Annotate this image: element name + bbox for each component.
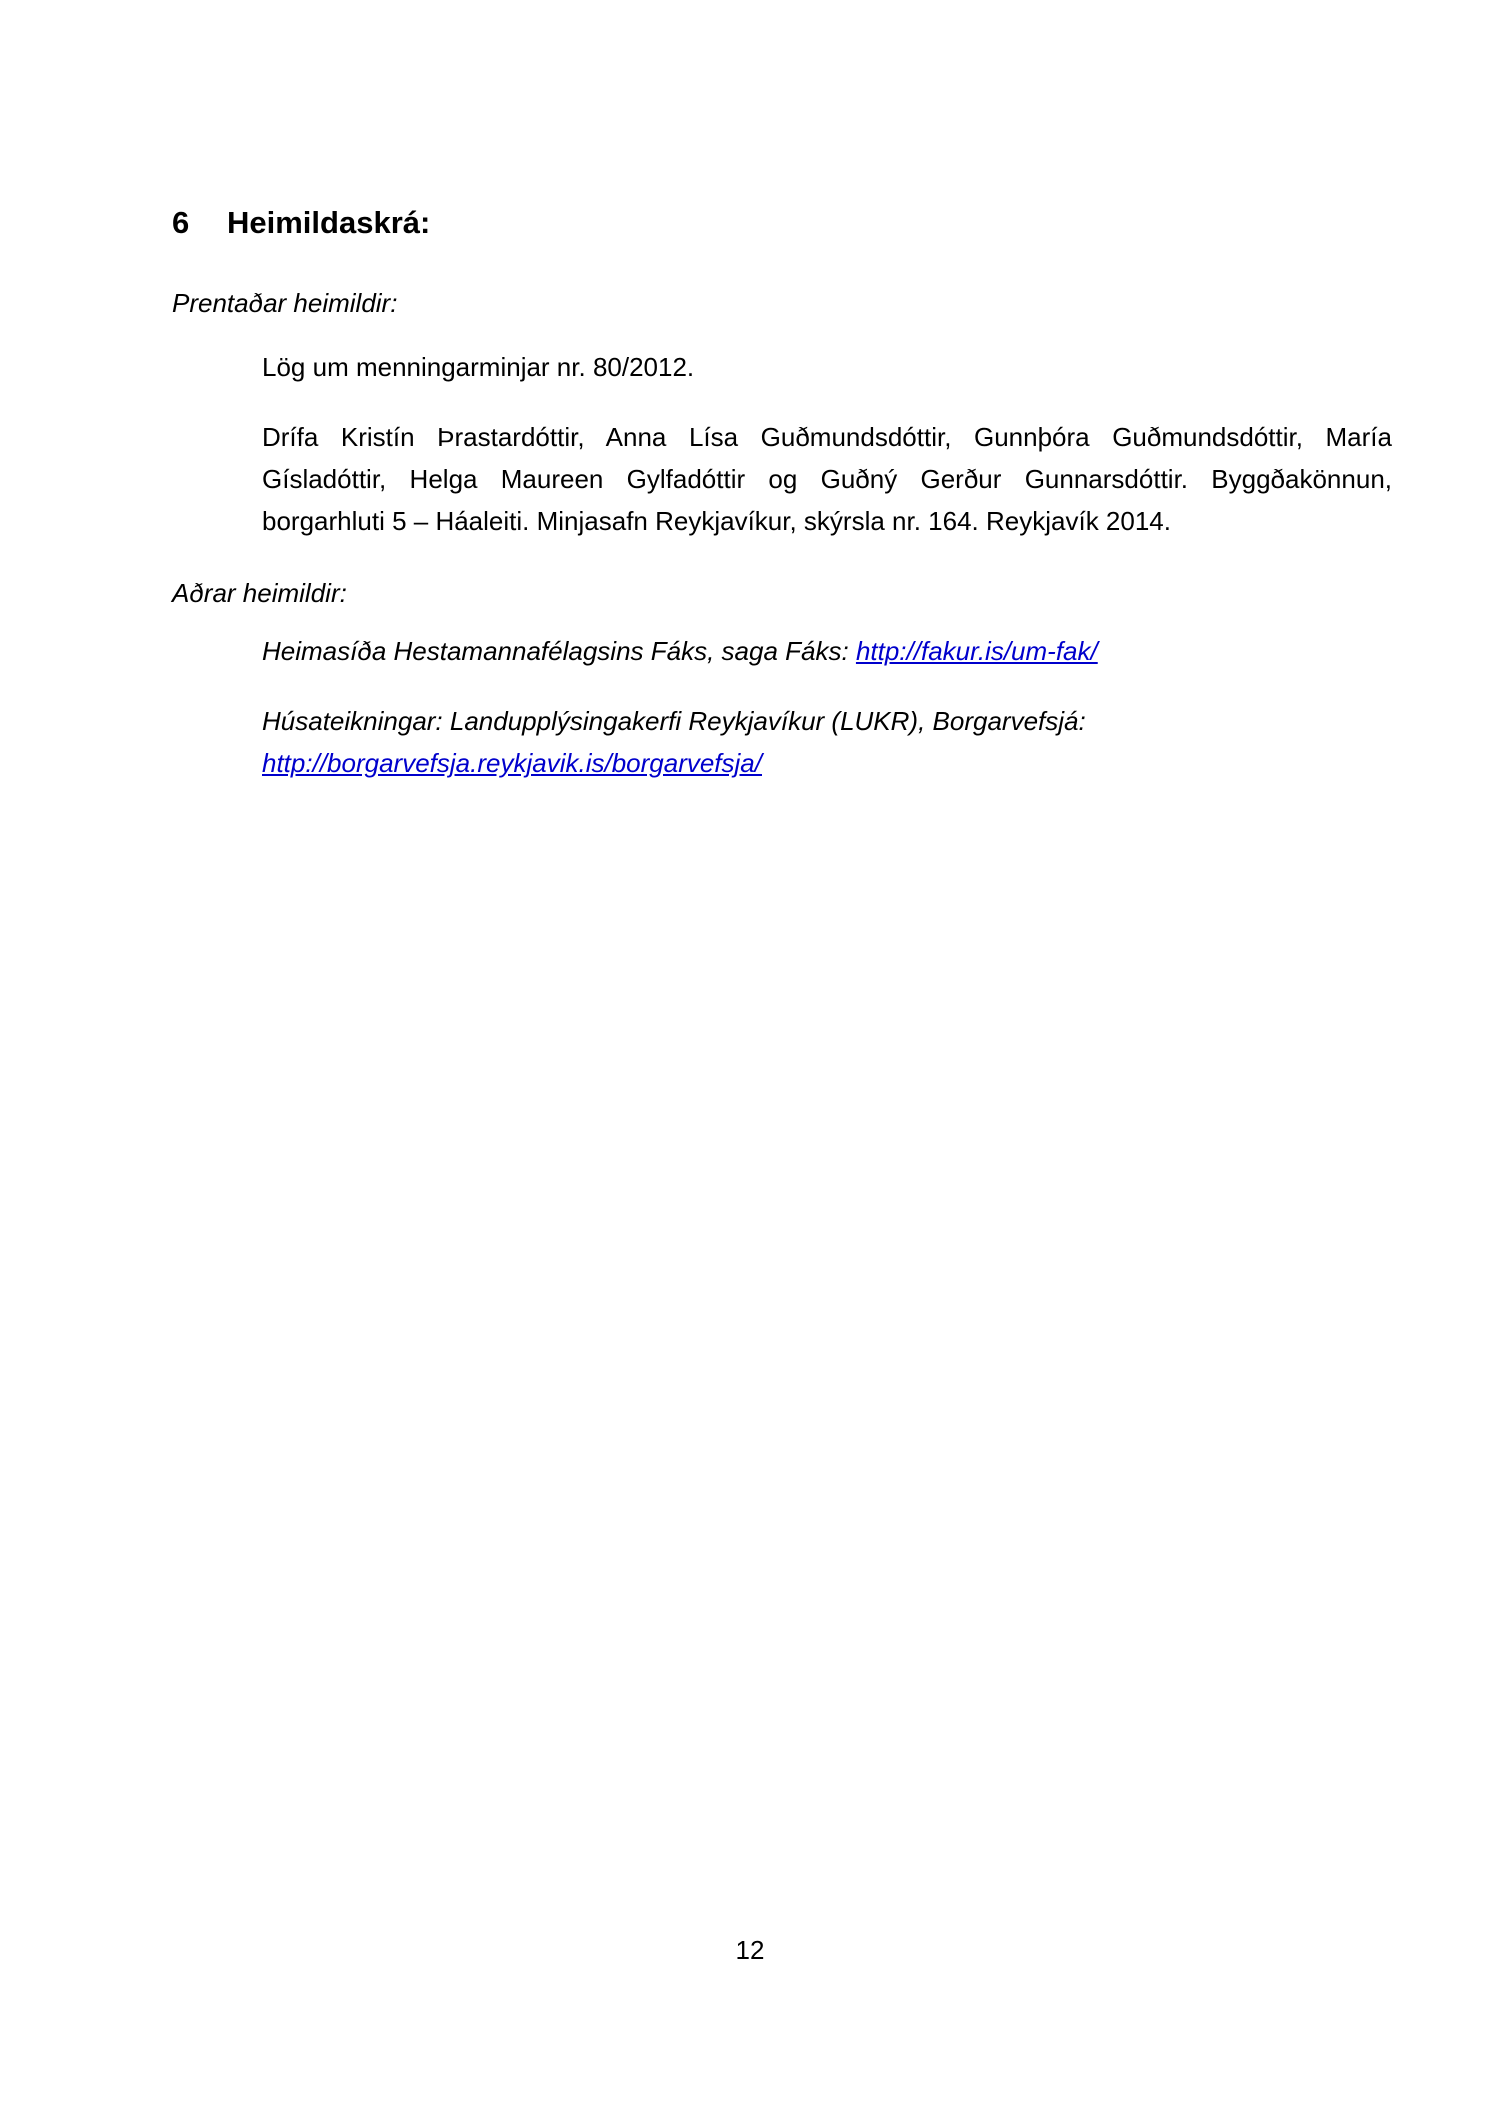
section-title: Heimildaskrá: (227, 205, 431, 240)
other-sources-label: Aðrar heimildir: (172, 578, 347, 608)
section-heading (172, 205, 430, 241)
printed-sources-label: Prentaðar heimildir: (172, 288, 398, 318)
printed-source-entry-1: Lög um menningarminjar nr. 80/2012. (262, 352, 695, 382)
page-number: 12 (735, 1935, 765, 1965)
printed-source-entry-2: Drífa Kristín Þrastardóttir, Anna Lísa Guðmundsdóttir, Gunnþóra Guðmundsdóttir, María Gísladóttir, Helga Maureen Gylfadóttir og Guðný Gerður Gunnarsdóttir. Byggðakönnun, borgarhluti 5 – Háaleiti. Minjasafn Reykjavíkur, skýrsla nr. 164. Reykjavík 2014. (262, 422, 1392, 536)
other-source-entry-2-text: Húsateikningar: Landupplýsingakerfi Reykjavíkur (LUKR), Borgarvefsjá: (262, 706, 1086, 736)
other-source-entry-1 (262, 630, 1392, 672)
section-number: 6 (172, 205, 190, 240)
other-source-entry-2 (262, 700, 1392, 784)
other-source-entry-1-text: Heimasíða Hestamannafélagsins Fáks, saga Fáks: (262, 636, 856, 666)
fakur-link[interactable]: http://fakur.is/um-fak/ (855, 636, 1098, 666)
borgarvefsja-link[interactable]: http://borgarvefsja.reykjavik.is/borgarvefsja/ (262, 748, 762, 778)
